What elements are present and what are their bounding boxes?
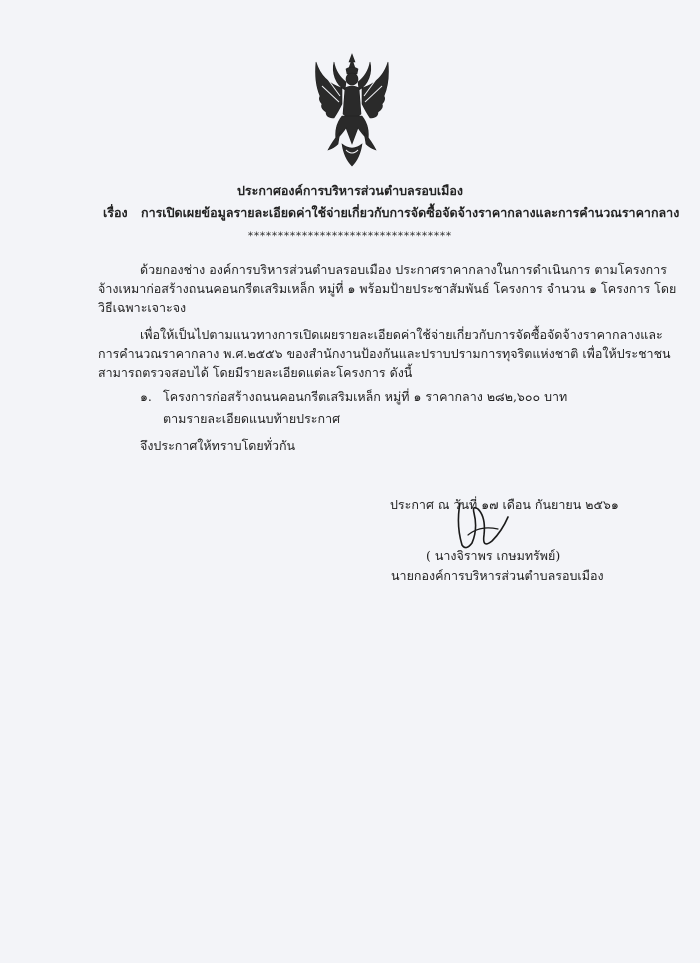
signatory-name: ( นางจิราพร เกษมทรัพย์) (426, 548, 561, 563)
paragraph-1-line-1: ด้วยกองช่าง องค์การบริหารส่วนตำบลรอบเมือง ประกาศราคากลางในการดำเนินการ ตามโครงการ (140, 262, 667, 277)
paragraph-1-line-2: จ้างเหมาก่อสร้างถนนคอนกรีตเสริมเหล็ก หมู่ที่ ๑ พร้อมป้ายประชาสัมพันธ์ โครงการ จำนวน ๑ โครงการ โดย (98, 281, 677, 296)
separator-line: ********************************** (248, 231, 452, 242)
signature-image (446, 495, 518, 555)
garuda-emblem-icon (312, 52, 392, 170)
paragraph-2-line-3: สามารถตรวจสอบได้ โดยมีรายละเอียดแต่ละโครงการ ดังนี้ (98, 365, 413, 380)
announcement-date: ประกาศ ณ วันที่ ๑๗ เดือน กันยายน ๒๕๖๑ (390, 497, 619, 512)
closing-statement: จึงประกาศให้ทราบโดยทั่วกัน (140, 438, 296, 453)
subject-text: การเปิดเผยข้อมูลรายละเอียดค่าใช้จ่ายเกี่ยวกับการจัดซื้อจัดจ้างราคากลางและการคำนวณราคากลาง (141, 205, 680, 220)
list-item-number: ๑. (140, 389, 152, 404)
paragraph-1-line-3: วิธีเฉพาะเจาะจง (98, 300, 187, 315)
list-item-note: ตามรายละเอียดแนบท้ายประกาศ (163, 411, 341, 426)
list-item-text: โครงการก่อสร้างถนนคอนกรีตเสริมเหล็ก หมู่ที่ ๑ ราคากลาง ๒๘๒,๖๐๐ บาท (163, 389, 568, 404)
paragraph-2-line-2: การคำนวณราคากลาง พ.ศ.๒๕๕๖ ของสำนักงานป้องกันและปราบปรามการทุจริตแห่งชาติ เพื่อให้ประชาชน (98, 346, 671, 361)
paragraph-2-line-1: เพื่อให้เป็นไปตามแนวทางการเปิดเผยรายละเอียดค่าใช้จ่ายเกี่ยวกับการจัดซื้อจัดจ้างราคากลางและ (140, 327, 663, 342)
document-title: ประกาศองค์การบริหารส่วนตำบลรอบเมือง (237, 183, 463, 198)
signatory-position: นายกองค์การบริหารส่วนตำบลรอบเมือง (391, 568, 604, 583)
subject-label: เรื่อง (103, 205, 128, 220)
